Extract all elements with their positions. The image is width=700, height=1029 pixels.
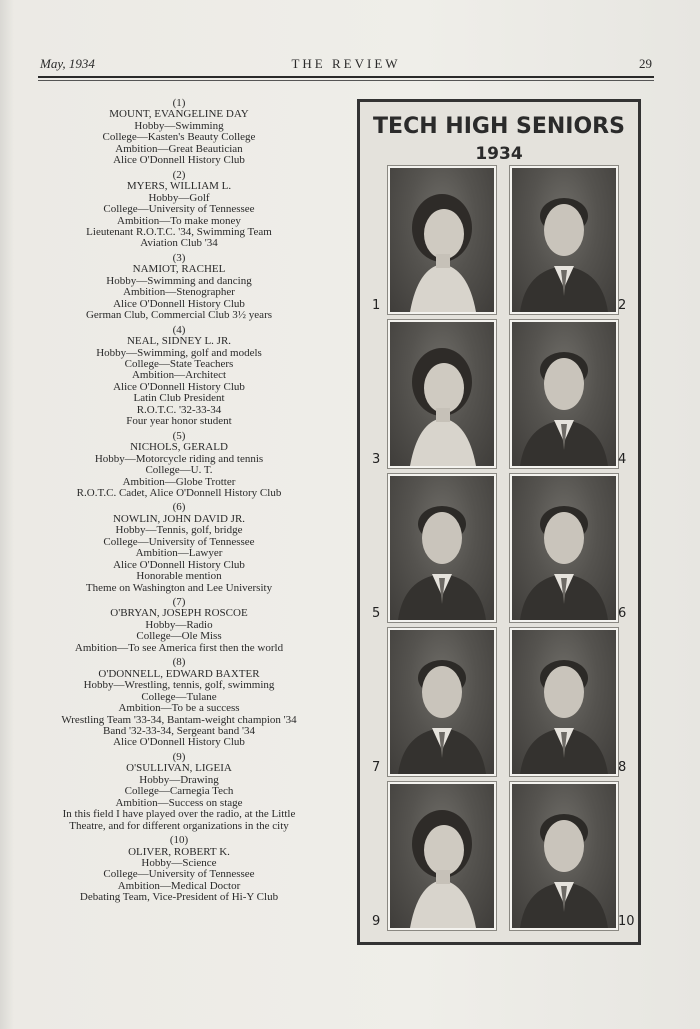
entry-detail: Ambition—Architect: [131, 369, 227, 382]
entry-name: NAMIOT, RACHEL: [132, 263, 226, 276]
entry-name: NOWLIN, JOHN DAVID JR.: [112, 512, 246, 525]
entry-detail: Alice O'Donnell History Club: [113, 154, 245, 167]
entry-detail: Honorable mention: [136, 570, 222, 583]
entry-name: NEAL, SIDNEY L. JR.: [126, 335, 232, 348]
entry-detail: College—Kasten's Beauty College: [102, 131, 256, 144]
entry-detail: College—University of Tennessee: [103, 535, 255, 548]
entry-detail: In this field I have played over the radio, at the Little: [62, 808, 296, 821]
entry-detail: College—State Teachers: [124, 357, 234, 370]
photo-number: 7: [372, 760, 381, 775]
seniors-photo-panel: [357, 99, 641, 945]
senior-entries-column: [10, 98, 348, 907]
header-rule: [38, 76, 654, 78]
entry-detail: Ambition—Success on stage: [115, 796, 243, 809]
entry-number: (1): [172, 97, 186, 109]
entry-number: (2): [172, 168, 186, 181]
entry-detail: Hobby—Swimming: [134, 119, 224, 132]
entry-detail: Hobby—Wrestling, tennis, golf, swimming: [83, 679, 275, 692]
entry-detail: Alice O'Donnell History Club: [113, 380, 245, 393]
entry-detail: Alice O'Donnell History Club: [113, 558, 245, 571]
entry-detail: Hobby—Science: [141, 857, 217, 869]
entry-detail: Four year honor student: [126, 415, 232, 428]
entry-detail: Ambition—Lawyer: [135, 547, 223, 560]
entry-detail: Ambition—Great Beautician: [115, 142, 243, 155]
entry-detail: Alice O'Donnell History Club: [113, 736, 245, 749]
photo-number: 3: [372, 452, 381, 467]
entry-detail: Theme on Washington and Lee University: [85, 581, 273, 594]
header-date: May, 1934: [40, 56, 95, 71]
entry-detail: Ambition—To see America first then the world: [74, 641, 284, 654]
entry-detail: Alice O'Donnell History Club: [113, 297, 245, 310]
panel-year: 1934: [475, 144, 523, 164]
senior-entry: [10, 835, 348, 904]
entry-detail: Theatre, and for different organizations in the city: [69, 819, 289, 832]
senior-photo: [510, 166, 618, 314]
entry-number: (6): [172, 501, 186, 514]
senior-entry: [10, 431, 348, 500]
entry-detail: Band '32-33-34, Sergeant band '34: [103, 725, 255, 738]
entry-detail: Lieutenant R.O.T.C. '34, Swimming Team: [86, 225, 272, 238]
entry-detail: Ambition—To make money: [117, 214, 241, 227]
entry-name: O'BRYAN, JOSEPH ROSCOE: [110, 607, 248, 620]
photo-number: 9: [372, 914, 381, 929]
entry-name: OLIVER, ROBERT K.: [128, 845, 230, 858]
senior-photo: [388, 320, 496, 468]
photo-number: 1: [372, 298, 381, 313]
entry-detail: Wrestling Team '33-34, Bantam-weight champion '34: [61, 713, 297, 726]
entry-detail: Ambition—Globe Trotter: [122, 475, 236, 488]
entry-detail: German Club, Commercial Club 3½ years: [85, 309, 273, 322]
entry-number: (7): [172, 596, 186, 609]
senior-photo: [388, 782, 496, 930]
entry-detail: College—Carnegia Tech: [124, 785, 234, 798]
entry-detail: Hobby—Swimming, golf and models: [96, 346, 262, 359]
entry-detail: Ambition—Medical Doctor: [117, 879, 241, 892]
photo-number: 10: [618, 914, 635, 929]
entry-detail: College—University of Tennessee: [103, 868, 255, 881]
senior-entry: [10, 325, 348, 428]
photo-number: 8: [618, 760, 627, 775]
senior-entry: [10, 752, 348, 832]
senior-photo: [388, 474, 496, 622]
header-title: THE REVIEW: [291, 56, 401, 71]
entry-detail: College—University of Tennessee: [103, 203, 255, 216]
senior-photo: [510, 628, 618, 776]
entry-detail: R.O.T.C. Cadet, Alice O'Donnell History Club: [76, 486, 282, 499]
entry-detail: College—Tulane: [141, 690, 217, 703]
entry-detail: Hobby—Drawing: [139, 773, 219, 786]
entry-detail: Aviation Club '34: [140, 237, 218, 250]
page-number: 29: [639, 56, 652, 71]
senior-photo: [388, 628, 496, 776]
entry-number: (10): [169, 834, 189, 847]
entry-detail: Hobby—Tennis, golf, bridge: [115, 524, 243, 537]
senior-entry: [10, 597, 348, 654]
entry-detail: Hobby—Motorcycle riding and tennis: [94, 452, 264, 465]
entry-detail: Hobby—Golf: [148, 191, 210, 204]
photo-number: 5: [372, 606, 381, 621]
entry-detail: College—Ole Miss: [136, 630, 222, 643]
entry-name: O'DONNELL, EDWARD BAXTER: [98, 667, 260, 680]
entry-detail: Hobby—Radio: [145, 618, 213, 631]
entry-detail: Debating Team, Vice-President of Hi-Y Club: [79, 891, 279, 904]
senior-photo: [510, 320, 618, 468]
senior-photo: [510, 782, 618, 930]
senior-entry: [10, 170, 348, 250]
entry-number: (3): [172, 251, 186, 264]
senior-photo: [388, 166, 496, 314]
entry-detail: Hobby—Swimming and dancing: [106, 274, 252, 287]
entry-number: (5): [172, 429, 186, 442]
entry-detail: R.O.T.C. '32-33-34: [136, 403, 222, 416]
photo-number: 6: [618, 606, 627, 621]
entry-name: MYERS, WILLIAM L.: [126, 180, 232, 193]
entry-number: (8): [172, 656, 186, 669]
entry-name: MOUNT, EVANGELINE DAY: [109, 108, 249, 121]
entry-detail: Ambition—To be a success: [118, 702, 240, 715]
senior-entry: [10, 502, 348, 594]
entry-name: O'SULLIVAN, LIGEIA: [126, 762, 232, 775]
entry-detail: Ambition—Stenographer: [123, 286, 235, 299]
entry-detail: Latin Club President: [133, 392, 225, 405]
panel-title: TECH HIGH SENIORS: [373, 114, 625, 139]
page-header: [40, 54, 652, 78]
senior-entry: [10, 98, 348, 167]
entry-name: NICHOLS, GERALD: [130, 441, 228, 454]
entry-number: (9): [172, 750, 186, 763]
photo-number: 2: [618, 298, 627, 313]
entry-detail: College—U. T.: [145, 464, 213, 477]
header-rule-thin: [38, 80, 654, 81]
senior-entry: [10, 657, 348, 749]
senior-entry: [10, 253, 348, 322]
photo-number: 4: [618, 452, 627, 467]
senior-photo: [510, 474, 618, 622]
entry-number: (4): [172, 323, 186, 336]
